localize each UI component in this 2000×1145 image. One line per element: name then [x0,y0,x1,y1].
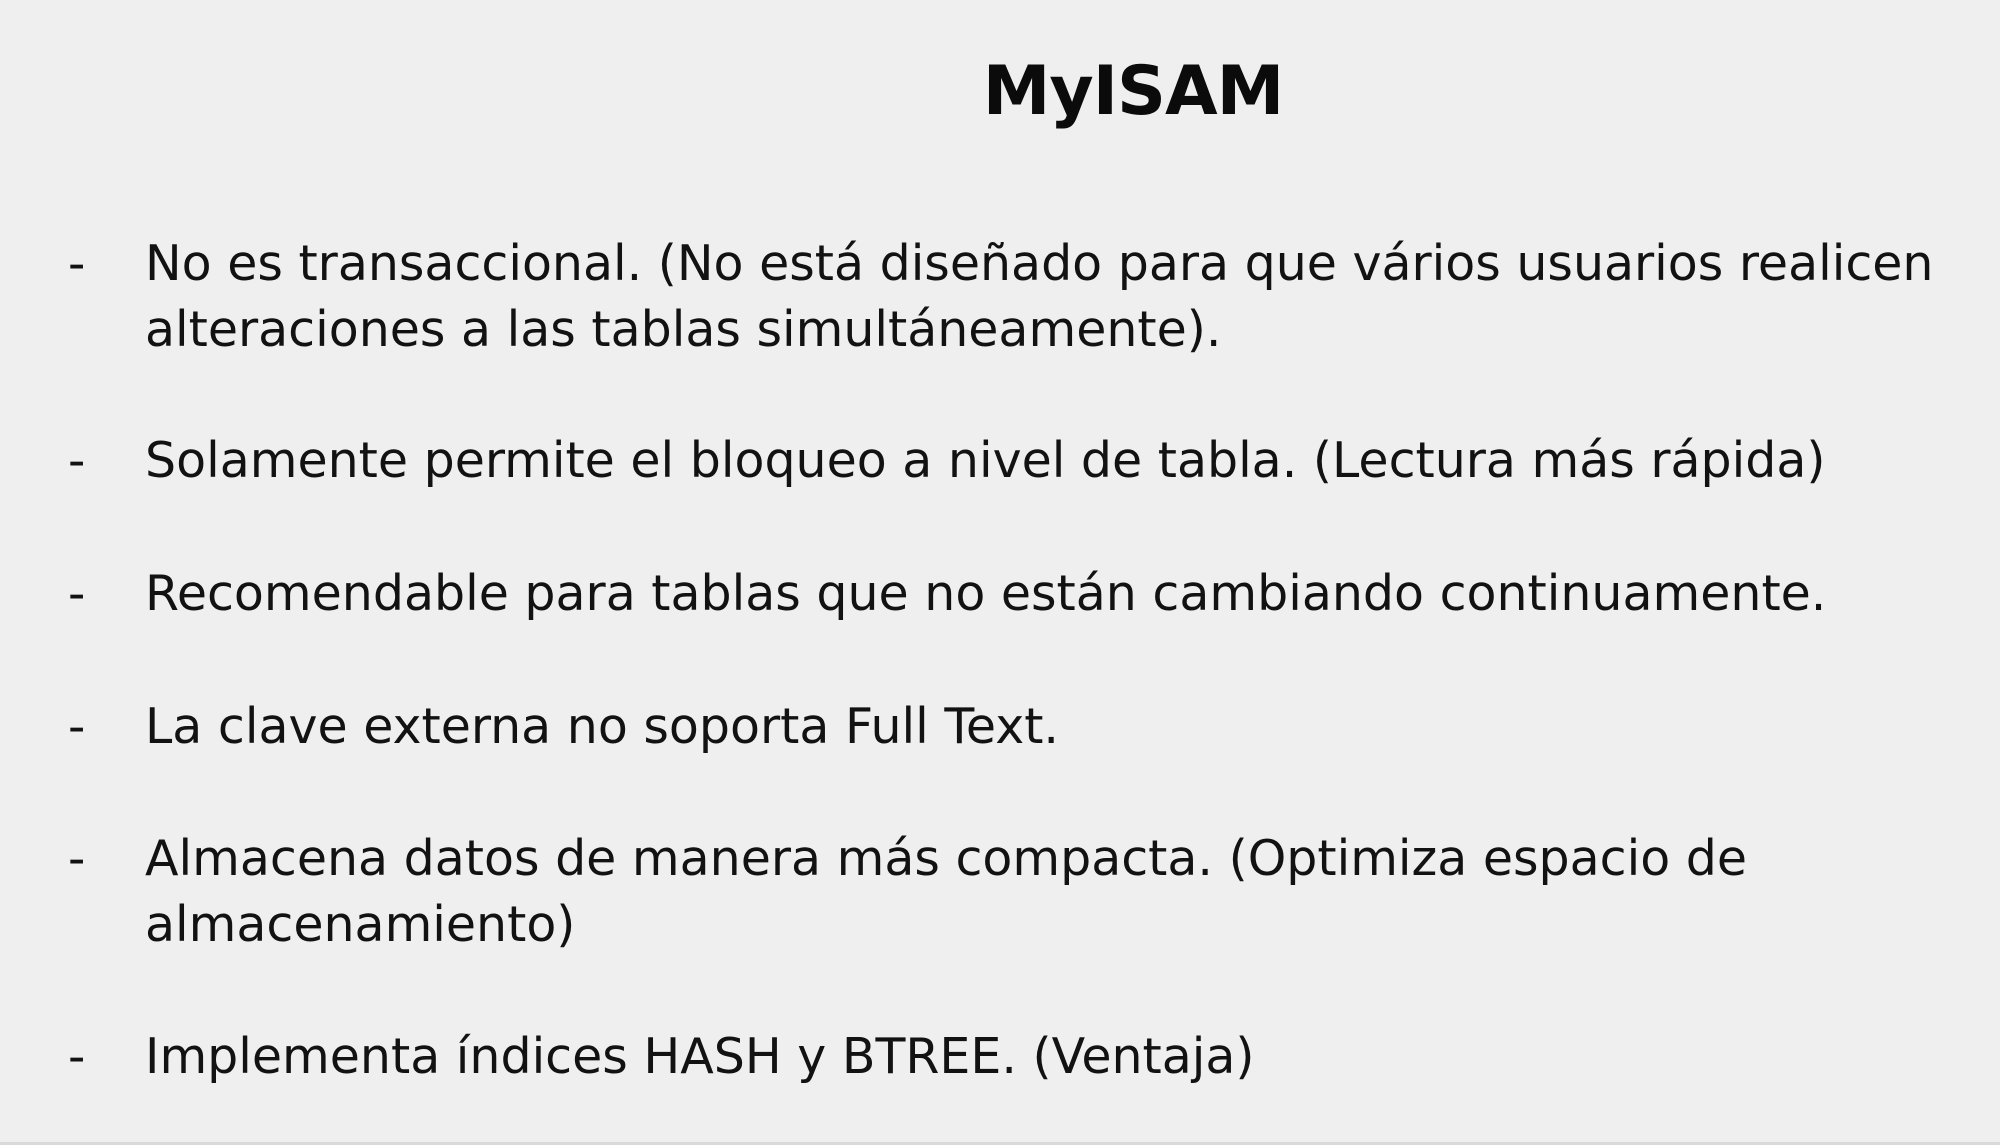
bullet-line: Solamente permite el bloqueo a nivel de tabla. (Lectura más rápida) [145,432,1826,489]
bullet-dash-icon: - [68,433,86,489]
bullet-line: La clave externa no soporta Full Text. [145,698,1059,755]
bullet-line: Recomendable para tablas que no están cambiando continuamente. [145,565,1827,622]
bullet-dash-icon: - [68,236,86,292]
bullet-dash-icon: - [68,1029,86,1085]
bullet-text [145,231,2000,363]
bullet-text [145,694,2000,760]
bullet-line: Implementa índices HASH y BTREE. (Ventaja) [145,1028,1255,1085]
bullet-line: Almacena datos de manera más compacta. (Optimiza espacio de [145,830,1748,887]
bullet-dash-icon: - [68,566,86,622]
bullet-text [145,826,2000,958]
bullet-text [145,428,2000,494]
bullet-line: No es transaccional. (No está diseñado para que vários usuarios realicen [145,235,1934,292]
slide-title: MyISAM [982,52,1284,131]
bullet-line: almacenamiento) [145,896,576,953]
bullet-line: alteraciones a las tablas simultáneamente). [145,301,1222,358]
bullet-text [145,561,2000,627]
bullet-dash-icon: - [68,699,86,755]
bullet-text [145,1024,2000,1090]
bullet-dash-icon: - [68,831,86,887]
